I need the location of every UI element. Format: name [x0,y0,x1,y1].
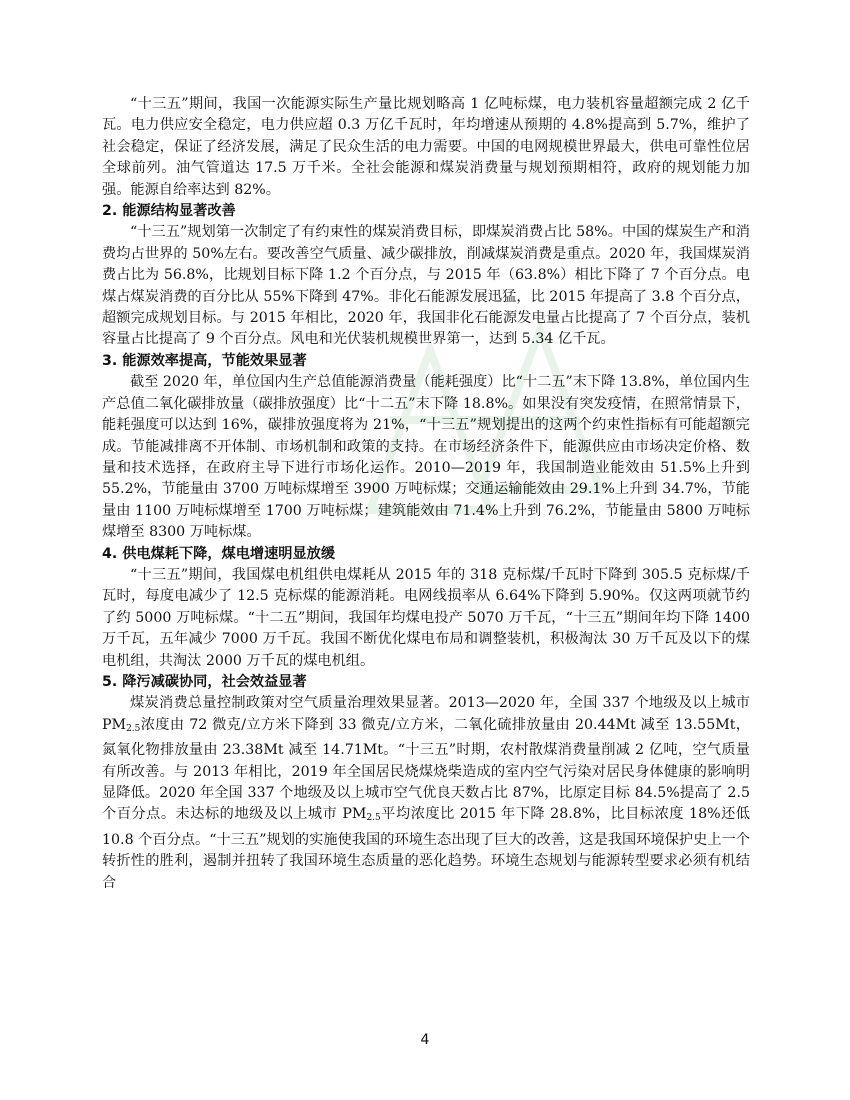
section-heading-4: 4. 供电煤耗下降，煤电增速明显放缓 [102,545,336,562]
paragraph-5-part-c: 平均浓度比 2015 年下降 28.8%，比目标浓度 18%还低 10.8 个百分点。“十三五”规划的实施使我国的环境生态出现了巨大的改善，这是我国环境保护史上一个转折性的胜利，遏制并扭转了我国环境生态质量的恶化趋势。环境生态规划与能源转型要求必须有机结合 [102,806,750,891]
paragraph-2: “十三五”规划第一次制定了有约束性的煤炭消费目标，即煤炭消费占比 58%。中国的煤炭生产和消费均占世界的 50%左右。要改善空气质量、减少碳排放，削减煤炭消费是重点。2020 年，我国煤炭消费占比为 56.8%，比规划目标下降 1.2 个百分点，与 2015 年（63.8%）相比下降了 7 个百分点。电煤占煤炭消费的百分比从 55%下降到 47%。非化石能源发展迅猛，比 2015 年提高了 3.8 个百分点，超额完成规划目标。与 2015 年相比，2020 年，我国非化石能源发电量占比提高了 7 个百分点，装机容量占比提高了 9 个百分点。风电和光伏装机规模世界第一，达到 5.34 亿千瓦。 [102,224,750,348]
section-heading-5: 5. 降污减碳协同，社会效益显著 [102,673,307,690]
paragraph-4: “十三五”期间，我国煤电机组供电煤耗从 2015 年的 318 克标煤/千瓦时下降到 305.5 克标煤/千瓦时，每度电减少了 12.5 克标煤的能源消耗。电网线损率从 6.64%下降到 5.90%。仅这两项就节约了约 5000 万吨标煤。“十二五”期间，我国年均煤电投产 5070 万千瓦，“十三五”期间年均下降 1400 万千瓦，五年减少 7000 万千瓦。我国不断优化煤电布局和调整装机，积极淘汰 30 万千瓦及以下的煤电机组，共淘汰 2000 万千瓦的煤电机组。 [102,566,750,669]
paragraph-3: 截至 2020 年，单位国内生产总值能源消费量（能耗强度）比“十二五”末下降 13.8%，单位国内生产总值二氧化碳排放量（碳排放强度）比“十二五”末下降 18.8%。如果没有突发疫情，在照常情景下，能耗强度可以达到 16%，碳排放强度将为 21%，“十三五”规划提出的这两个约束性指标有可能超额完成。节能减排离不开体制、市场机制和政策的支持。在市场经济条件下，能源供应由市场决定价格、数量和技术选择，在政府主导下进行市场化运作。2010—2019 年，我国制造业能效由 51.5%上升到 55.2%，节能量由 3700 万吨标煤增至 3900 万吨标煤；交通运输能效由 29.1%上升到 34.7%，节能量由 1100 万吨标煤增至 1700 万吨标煤；建筑能效由 71.4%上升到 76.2%，节能量由 5800 万吨标煤增至 8300 万吨标煤。 [102,374,750,541]
document-body [102,94,750,894]
section-heading-2: 2. 能源结构显著改善 [102,203,236,220]
section-heading-3: 3. 能源效率提高，节能效果显著 [102,352,307,369]
pm-subscript-1: 2.5 [126,723,141,734]
paragraph-5 [102,693,750,894]
page-number: 4 [420,1032,430,1048]
paragraph-5-part-a: 煤炭消费总量控制政策对空气质量治理效果显著。2013—2020 年，全国 337 个地级及以上城市 PM [102,695,750,733]
paragraph-1: “十三五”期间，我国一次能源实际生产量比规划略高 1 亿吨标煤，电力装机容量超额完成 2 亿千瓦。电力供应安全稳定，电力供应超 0.3 万亿千瓦时，年均增速从预期的 4.8%提高到 5.7%，维护了社会稳定，保证了经济发展，满足了民众生活的电力需要。中国的电网规模世界最大，供电可靠性位居全球前列。油气管道达 17.5 万千米。全社会能源和煤炭消费量与规划预期相符，政府的规划能力加强。能源自给率达到 82%。 [102,96,750,198]
pm-subscript-2: 2.5 [366,813,381,824]
paragraph-5-part-b: 浓度由 72 微克/立方米下降到 33 微克/立方米，二氧化硫排放量由 20.44Mt 减至 13.55Mt，氮氧化物排放量由 23.38Mt 减至 14.71Mt。“十三五”时期，农村散煤消费量削减 2 亿吨，空气质量有所改善。与 2013 年相比，2019 年全国居民烧煤烧柴造成的室内空气污染对居民身体健康的影响明显降低。2020 年全国 337 个地级及以上城市空气优良天数占比 87%，比原定目标 84.5%提高了 2.5 个百分点。未达标的地级及以上城市 PM [102,716,750,823]
